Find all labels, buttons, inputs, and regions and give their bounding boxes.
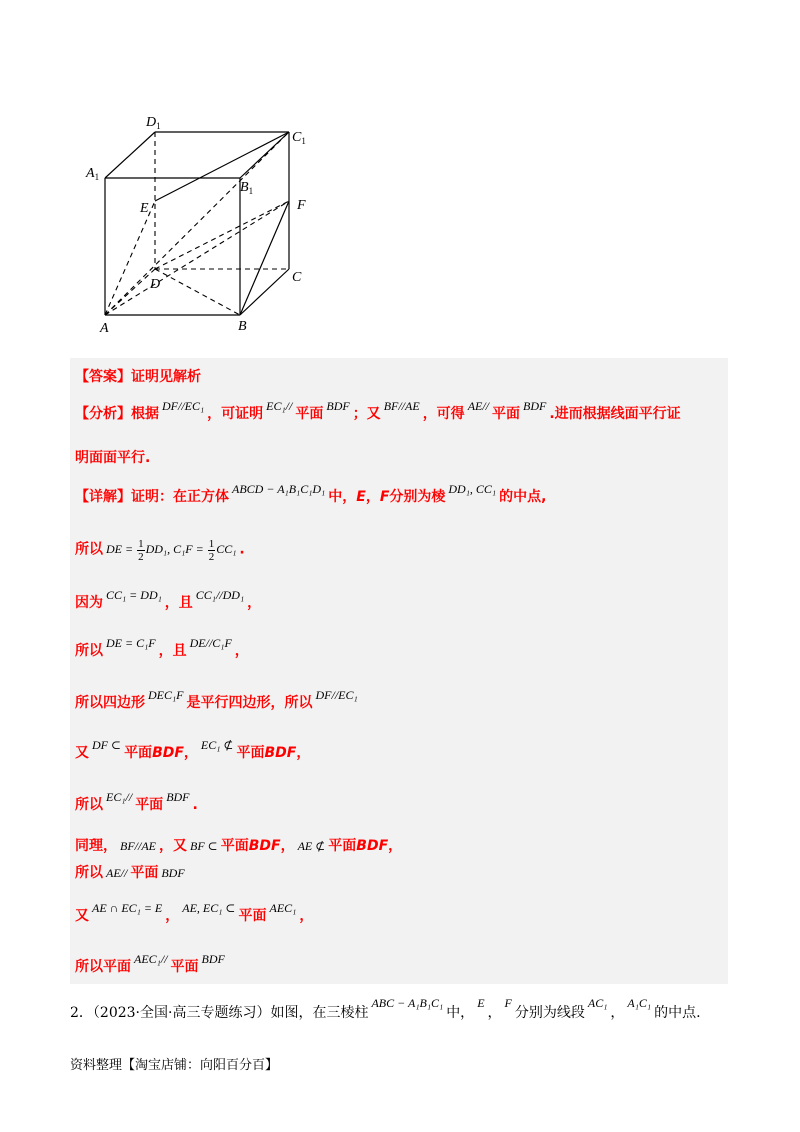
answer-line: 【答案】证明见解析 bbox=[75, 369, 201, 385]
label-c1: $C_1$ bbox=[292, 130, 306, 146]
label-b1: $B_1$ bbox=[240, 180, 254, 196]
label-d: D bbox=[150, 277, 161, 292]
fraction: $\frac{1}{2}$ bbox=[208, 538, 215, 563]
proof-line-1: 所以 DE = $\frac{1}{2}$ DD₁, C₁F = $\frac{1}{2}$ CC₁ . bbox=[75, 538, 245, 563]
proof-line-9: 又 AE ∩ EC₁ = E ， AE, EC₁ ⊂ 平面 AEC₁ ， bbox=[75, 901, 314, 924]
proof-line-5: 又 DF ⊂ 平面BDF， EC₁ ⊄ 平面BDF， bbox=[75, 738, 311, 761]
cube-figure bbox=[80, 105, 340, 340]
segment-af bbox=[105, 201, 289, 315]
fraction: $\frac{1}{2}$ bbox=[138, 538, 144, 563]
segment-ae bbox=[105, 201, 155, 315]
detail-line: 【详解】证明：在正方体 ABCD − A₁B₁C₁D₁ 中，E，F分别为棱 DD₁, CC₁ 的中点, bbox=[75, 482, 547, 505]
edge-bc bbox=[240, 269, 289, 315]
analysis-line-cont: 明面面平行. bbox=[75, 450, 151, 466]
proof-line-6: 所以 EC₁// 平面 BDF . bbox=[75, 790, 198, 813]
label-c: C bbox=[292, 270, 302, 285]
edge-a1d1 bbox=[105, 132, 155, 178]
proof-line-3: 所以 DE = C₁F ，且 DE//C₁F ， bbox=[75, 636, 249, 659]
proof-line-10: 所以平面 AEC₁// 平面 BDF bbox=[75, 952, 225, 975]
label-a: A bbox=[100, 321, 109, 336]
label-d1: $D_1$ bbox=[146, 115, 161, 131]
label-f: F bbox=[297, 198, 306, 213]
answer-box bbox=[70, 358, 728, 984]
proof-line-4: 所以四边形 DEC₁F 是平行四边形，所以 DF//EC₁ bbox=[75, 688, 358, 711]
segment-ec1 bbox=[155, 132, 289, 201]
segment-df bbox=[155, 201, 289, 269]
proof-line-7: 同理， BF//AE ，又 BF ⊂ 平面BDF， AE ⊄ 平面BDF， bbox=[75, 838, 403, 854]
proof-line-8: 所以 AE// 平面 BDF bbox=[75, 865, 185, 881]
label-e: E bbox=[140, 201, 149, 216]
segment-bf bbox=[240, 201, 289, 315]
analysis-line: 【分析】根据 DF//EC₁ ，可证明 EC₁// 平面 BDF ；又 BF//AE ，可得 AE// 平面 BDF .进而根据线面平行证 bbox=[75, 399, 681, 422]
footer-note: 资料整理【淘宝店铺：向阳百分百】 bbox=[70, 1058, 279, 1073]
label-a1: $A_1$ bbox=[86, 166, 100, 182]
segment-ac1 bbox=[105, 132, 289, 315]
proof-line-2: 因为 CC₁ = DD₁ ，且 CC₁//DD₁ ， bbox=[75, 588, 262, 611]
edge-b1c1 bbox=[240, 132, 289, 178]
label-b: B bbox=[238, 319, 247, 334]
question-2: 2．（2023·全国·高三专题练习）如图，在三棱柱ABC − A₁B₁C₁中，E，F分别为线段AC₁，A₁C₁的中点. bbox=[70, 996, 701, 1021]
